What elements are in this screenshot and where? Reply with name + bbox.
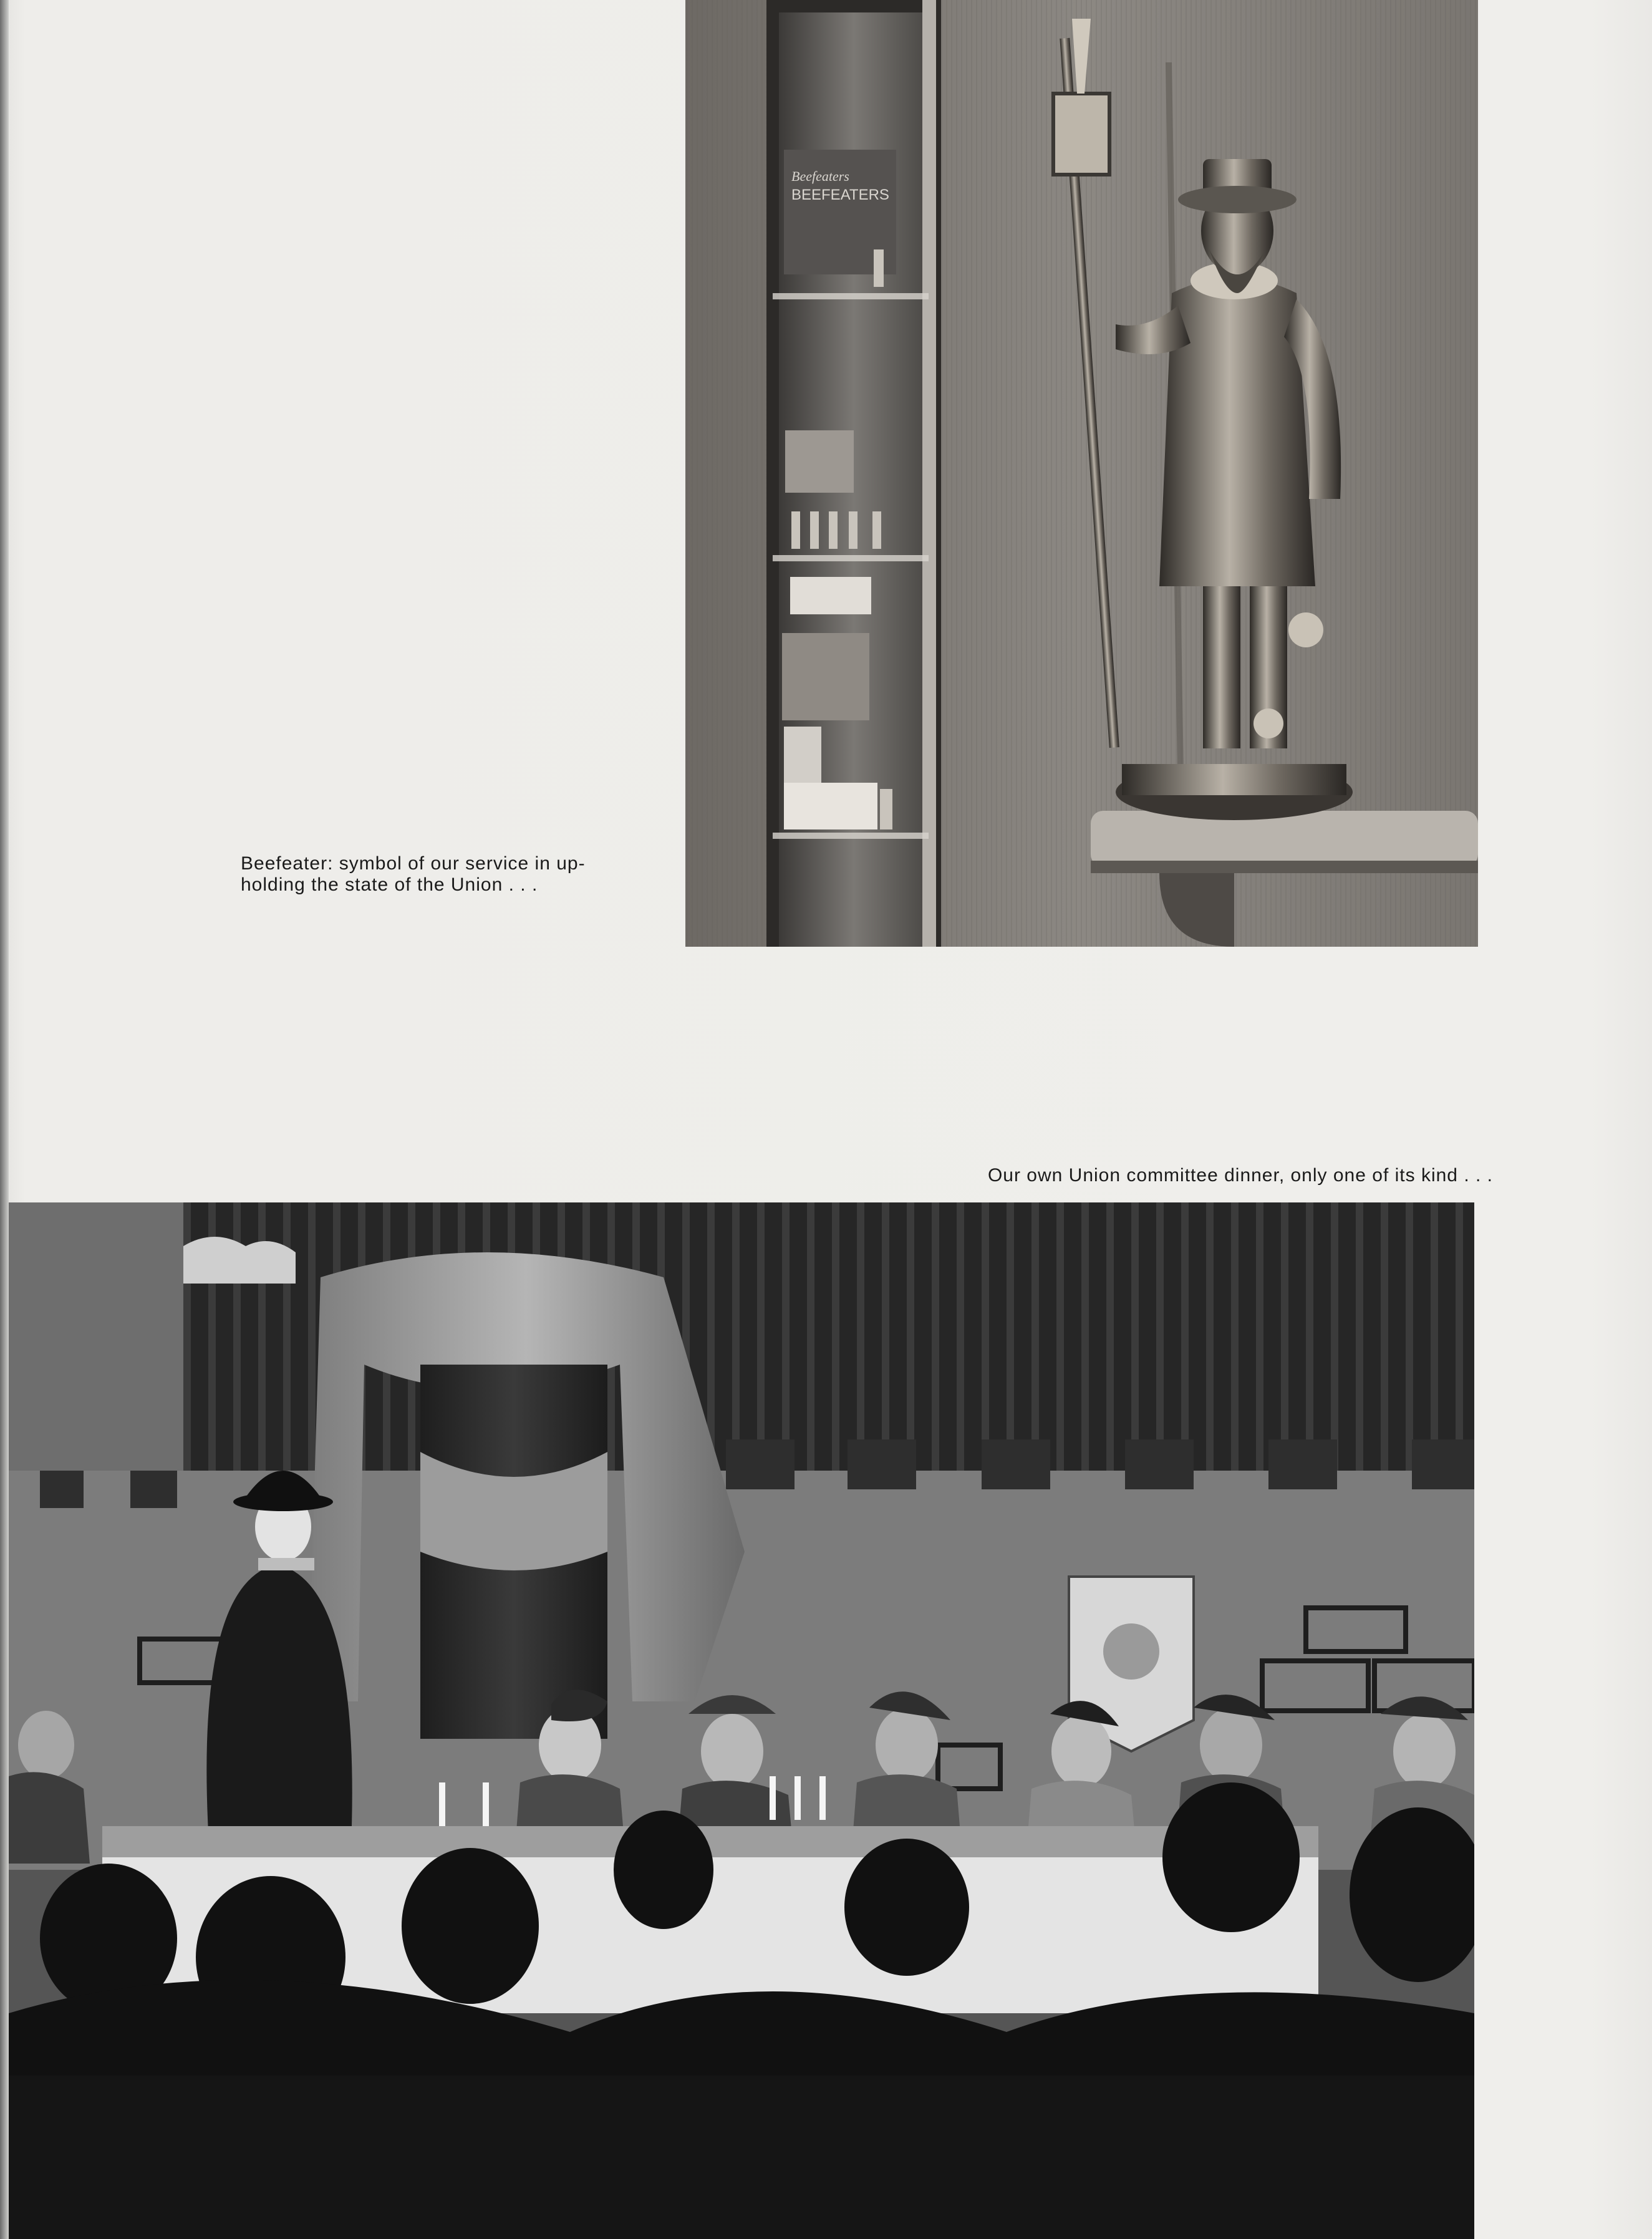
glass-shelf — [773, 293, 929, 299]
page-spine-shadow — [0, 0, 9, 2239]
wall-shelf — [1091, 811, 1478, 867]
beefeater-photo — [685, 0, 1478, 947]
beefeater-caption — [241, 853, 640, 896]
glass-shelf — [773, 833, 929, 839]
case-card — [784, 727, 821, 783]
beefeater-caption-line1: Beefeater: symbol of our service in up- — [241, 853, 586, 874]
halberd-head — [1053, 94, 1109, 175]
glass-shelf — [773, 555, 929, 561]
beefeater-photo-image — [685, 0, 1478, 947]
dinner-photo — [9, 1202, 1474, 2239]
beefeater-caption-line2: holding the state of the Union . . . — [241, 874, 538, 895]
case-card — [784, 783, 877, 829]
dinner-caption: Our own Union committee dinner, only one of its kind . . . — [987, 1165, 1493, 1186]
dinner-photo-image — [9, 1202, 1474, 2239]
case-sign-line1: Beefeaters — [791, 168, 849, 184]
case-sign-line2: BEEFEATERS — [791, 186, 889, 203]
case-card — [790, 577, 871, 614]
case-photo — [782, 633, 869, 720]
